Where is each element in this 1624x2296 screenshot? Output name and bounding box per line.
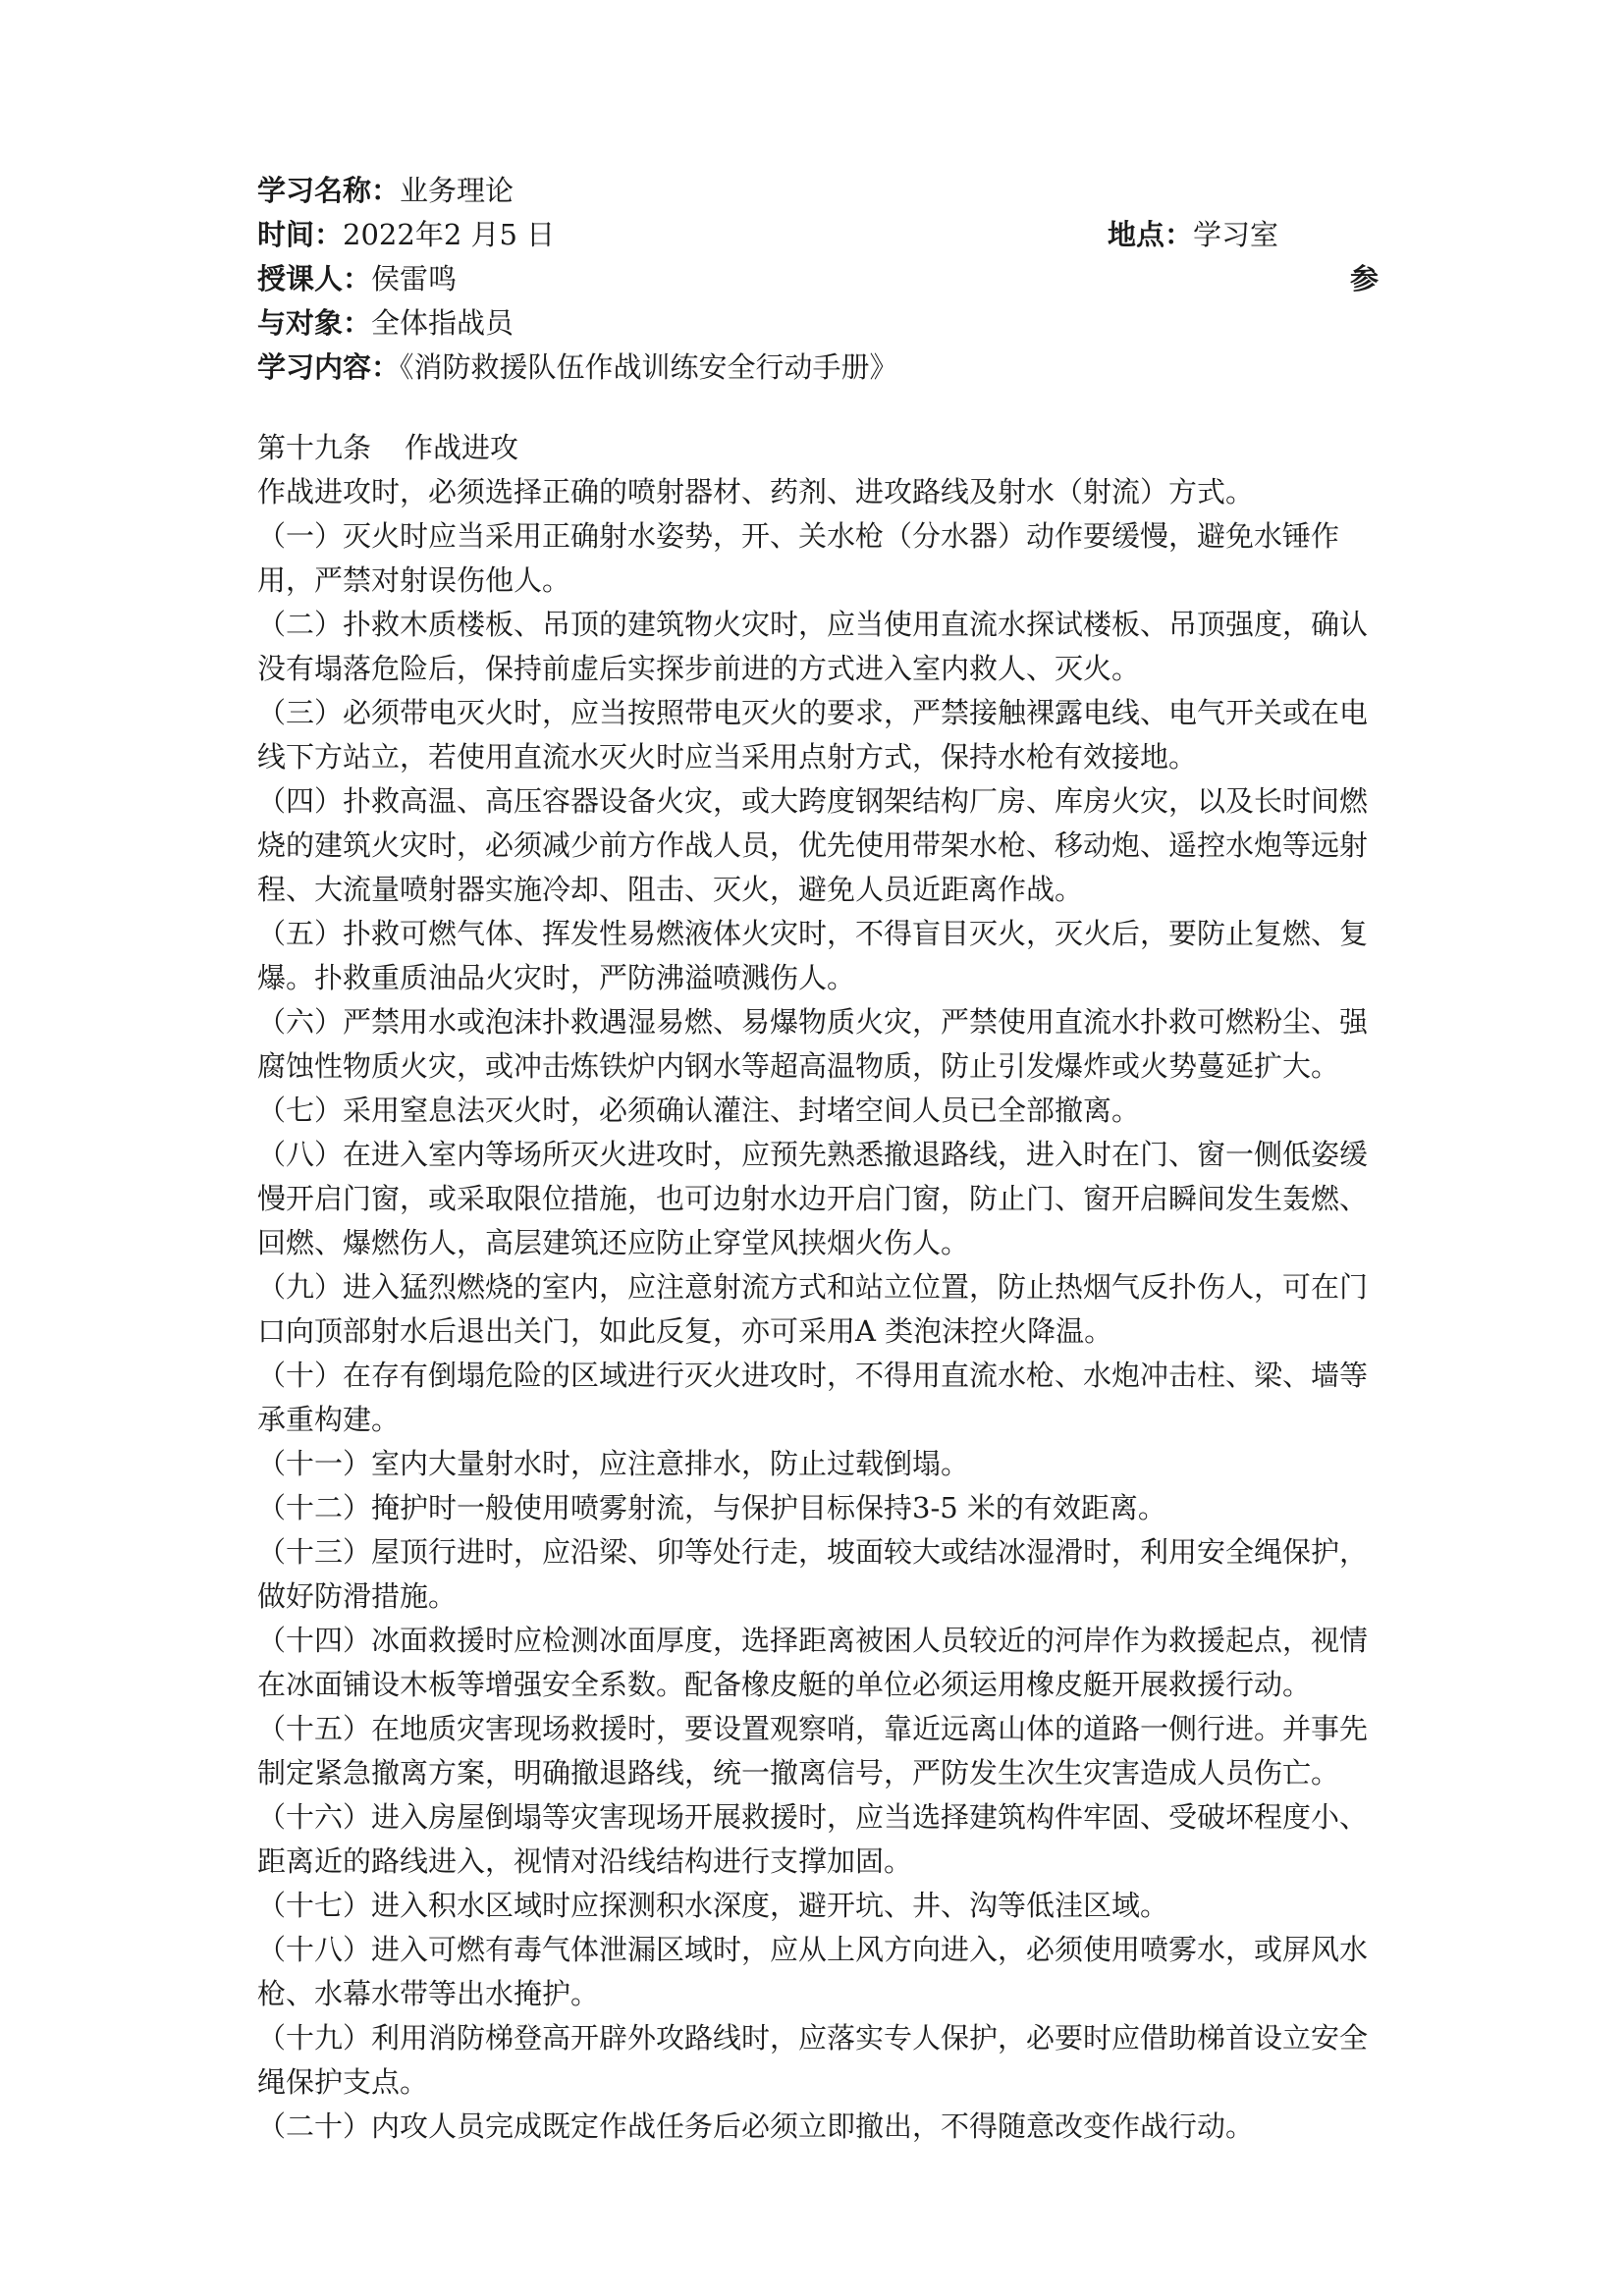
- clause-item: （五）扑救可燃气体、挥发性易燃液体火灾时，不得盲目灭火，灭火后，要防止复燃、复爆。扑救重质油品火灾时，严防沸溢喷溅伤人。: [257, 917, 1369, 994]
- clause-item: （十二）掩护时一般使用喷雾射流，与保护目标保持3-5 米的有效距离。: [257, 1491, 1166, 1524]
- clause-item: （十九）利用消防梯登高开辟外攻路线时，应落实专人保护，必要时应借助梯首设立安全绳保护支点。: [257, 2021, 1369, 2099]
- time-value: 2022年2 月5 日: [343, 218, 556, 251]
- study-name-label: 学习名称：: [257, 174, 401, 207]
- clause-item: （十四）冰面救援时应检测冰面厚度，选择距离被困人员较近的河岸作为救援起点，视情在冰面铺设木板等增强安全系数。配备橡皮艇的单位必须运用橡皮艇开展救援行动。: [257, 1624, 1369, 1701]
- content-line: [257, 346, 1386, 390]
- study-name-value: 业务理论: [400, 174, 514, 207]
- clause-item: （六）严禁用水或泡沫扑救遇湿易燃、易爆物质火灾，严禁使用直流水扑救可燃粉尘、强腐蚀性物质火灾，或冲击炼铁炉内钢水等超高温物质，防止引发爆炸或火势蔓延扩大。: [257, 1005, 1369, 1083]
- clause-item: （八）在进入室内等场所灭火进攻时，应预先熟悉撤退路线，进入时在门、窗一侧低姿缓慢开启门窗，或采取限位措施，也可边射水边开启门窗，防止门、窗开启瞬间发生轰燃、回燃、爆燃伤人，高层建筑还应防止穿堂风挟烟火伤人。: [257, 1138, 1369, 1259]
- place-field: [1108, 213, 1278, 257]
- article-number: 第十九条: [257, 431, 372, 464]
- clause-item: （十五）在地质灾害现场救援时，要设置观察哨，靠近远离山体的道路一侧行进。并事先制定紧急撤离方案，明确撤退路线，统一撤离信号，严防发生次生灾害造成人员伤亡。: [257, 1712, 1369, 1789]
- teacher-label: 授课人：: [257, 262, 372, 295]
- clause-item: （三）必须带电灭火时，应当按照带电灭火的要求，严禁接触裸露电线、电气开关或在电线下方站立，若使用直流水灭火时应当采用点射方式，保持水枪有效接地。: [257, 696, 1369, 774]
- clause-item: （九）进入猛烈燃烧的室内，应注意射流方式和站立位置，防止热烟气反扑伤人，可在门口向顶部射水后退出关门，如此反复，亦可采用A 类泡沫控火降温。: [257, 1270, 1369, 1348]
- participants-fragment: 参: [1349, 262, 1379, 295]
- document-page: [257, 169, 1386, 2149]
- clause-item: （十）在存有倒塌危险的区域进行灭火进攻时，不得用直流水枪、水炮冲击柱、梁、墙等承重构建。: [257, 1359, 1369, 1436]
- clause-item: （十一）室内大量射水时，应注意排水，防止过载倒塌。: [257, 1447, 970, 1480]
- content-value: 《消防救援队伍作战训练安全行动手册》: [400, 350, 898, 384]
- clause-item: （一）灭火时应当采用正确射水姿势，开、关水枪（分水器）动作要缓慢，避免水锤作用，严禁对射误伤他人。: [257, 519, 1340, 597]
- clause-item: （十八）进入可燃有毒气体泄漏区域时，应从上风方向进入，必须使用喷雾水，或屏风水枪、水幕水带等出水掩护。: [257, 1933, 1369, 2010]
- audience-label: 与对象：: [257, 306, 372, 340]
- clause-item: （十七）进入积水区域时应探测积水深度，避开坑、井、沟等低洼区域。: [257, 1889, 1169, 1922]
- article-title: 作战进攻: [405, 431, 519, 464]
- clause-item: （二十）内攻人员完成既定作战任务后必须立即撤出，不得随意改变作战行动。: [257, 2109, 1255, 2143]
- time-label: 时间：: [257, 218, 344, 251]
- article-intro: 作战进攻时，必须选择正确的喷射器材、药剂、进攻路线及射水（射流）方式。: [257, 475, 1255, 508]
- place-label: 地点：: [1107, 218, 1193, 251]
- teacher-value: 侯雷鸣: [371, 262, 458, 295]
- clause-item: （十三）屋顶行进时，应沿梁、卯等处行走，坡面较大或结冰湿滑时，利用安全绳保护，做好防滑措施。: [257, 1535, 1369, 1613]
- clause-item: （十六）进入房屋倒塌等灾害现场开展救援时，应当选择建筑构件牢固、受破坏程度小、距离近的路线进入，视情对沿线结构进行支撑加固。: [257, 1800, 1369, 1878]
- study-name-line: [257, 169, 1386, 213]
- time-line: [257, 213, 1386, 257]
- place-value: 学习室: [1192, 218, 1278, 251]
- audience-value: 全体指战员: [371, 306, 514, 340]
- clause-item: （四）扑救高温、高压容器设备火灾，或大跨度钢架结构厂房、库房火灾，以及长时间燃烧的建筑火灾时，必须减少前方作战人员，优先使用带架水枪、移动炮、遥控水炮等远射程、大流量喷射器实施冷却、阻击、灭火，避免人员近距离作战。: [257, 784, 1369, 906]
- article-heading: [257, 426, 1386, 470]
- clause-item: （七）采用窒息法灭火时，必须确认灌注、封堵空间人员已全部撤离。: [257, 1094, 1141, 1127]
- teacher-line: [257, 257, 1386, 301]
- audience-line: [257, 301, 1386, 346]
- clause-item: （二）扑救木质楼板、吊顶的建筑物火灾时，应当使用直流水探试楼板、吊顶强度，确认没有塌落危险后，保持前虚后实探步前进的方式进入室内救人、灭火。: [257, 608, 1369, 685]
- spacer: [257, 390, 1386, 426]
- content-label: 学习内容：: [257, 350, 401, 384]
